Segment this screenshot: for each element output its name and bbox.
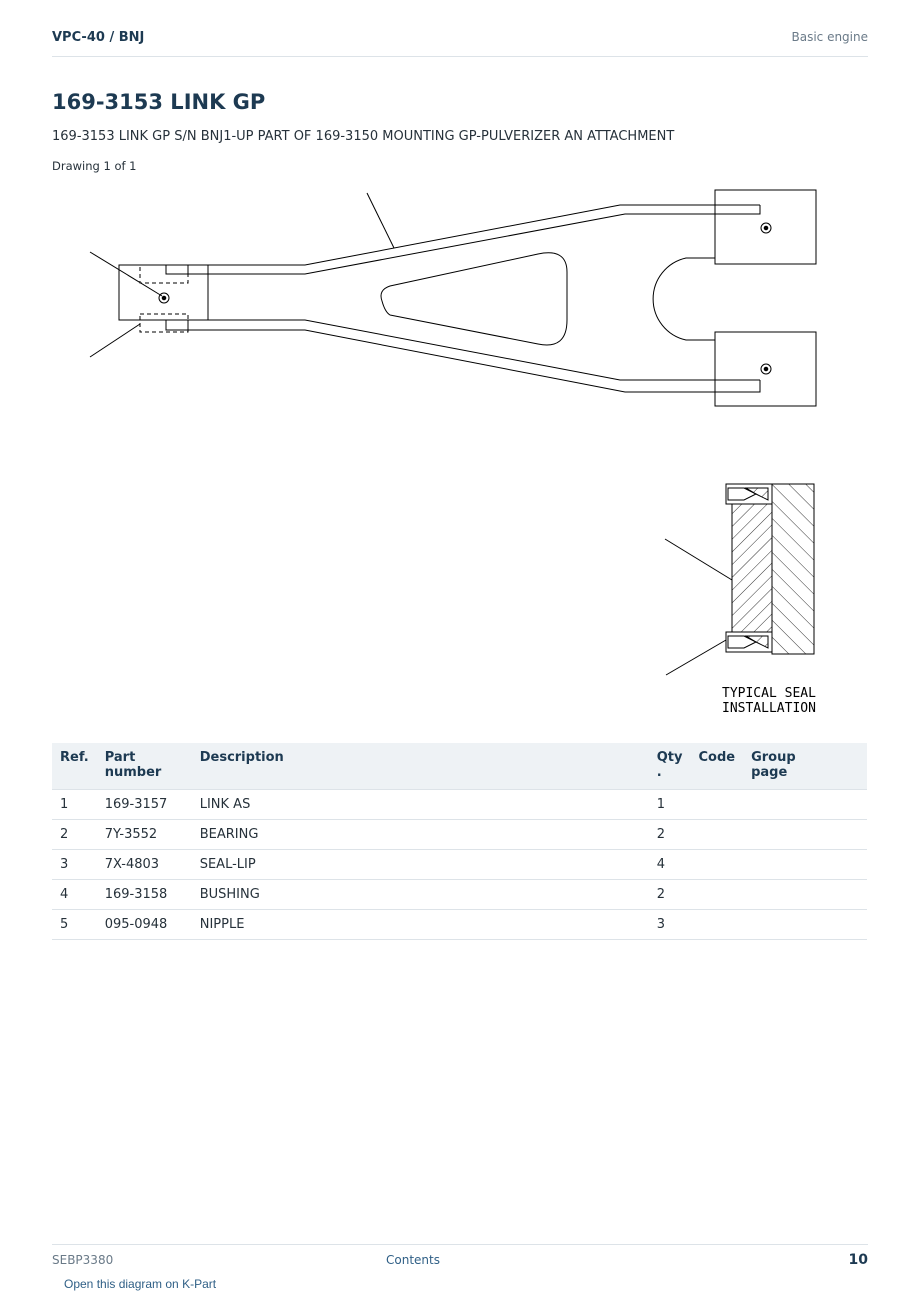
seal-caption-line1: TYPICAL SEAL [722,686,816,701]
cell-group-page [743,790,867,820]
page-footer [52,1244,868,1271]
seal-installation-drawing [665,484,814,675]
model-serial-label: VPC-40 / BNJ [52,30,145,45]
parts-diagram [60,180,850,720]
cell-group-page [743,850,867,880]
col-header-group-page-line2: page [751,765,788,780]
cell-part-number: 095-0948 [97,910,192,940]
cell-code [690,850,743,880]
cell-description: NIPPLE [192,910,649,940]
parts-table [52,743,867,940]
page-title: 169-3153 LINK GP [52,90,266,114]
cell-part-number: 7X-4803 [97,850,192,880]
cell-code [690,820,743,850]
cell-group-page [743,910,867,940]
cell-ref: 1 [52,790,97,820]
col-header-description: Description [192,743,649,790]
col-header-part-number: Part number [97,743,192,790]
cell-description: SEAL-LIP [192,850,649,880]
col-header-ref: Ref. [52,743,97,790]
cell-qty: 1 [649,790,691,820]
cell-ref: 2 [52,820,97,850]
col-header-code: Code [690,743,743,790]
table-row [52,880,867,910]
page-number: 10 [848,1252,868,1268]
cell-group-page [743,820,867,850]
cell-qty: 2 [649,880,691,910]
cell-part-number: 7Y-3552 [97,820,192,850]
cell-qty: 2 [649,820,691,850]
cell-description: LINK AS [192,790,649,820]
drawing-count: Drawing 1 of 1 [52,159,137,173]
document-number: SEBP3380 [52,1253,114,1267]
table-row [52,910,867,940]
col-header-qty-line1: Qty [656,750,683,765]
contents-link[interactable]: Contents [386,1253,440,1267]
cell-description: BEARING [192,820,649,850]
cell-group-page [743,880,867,910]
col-header-group-page-line1: Group [751,750,796,765]
cell-part-number: 169-3158 [97,880,192,910]
cell-code [690,790,743,820]
cell-ref: 4 [52,880,97,910]
table-row [52,790,867,820]
col-header-qty [649,743,691,790]
cell-qty: 3 [649,910,691,940]
cell-ref: 5 [52,910,97,940]
col-header-qty-line2: . [656,765,662,780]
seal-caption-line2: INSTALLATION [722,701,816,716]
section-label: Basic engine [791,30,868,44]
link-assembly-drawing [90,190,816,406]
parts-table-header-row [52,743,867,790]
cell-code [690,910,743,940]
cell-description: BUSHING [192,880,649,910]
cell-code [690,880,743,910]
page-header [52,28,868,57]
cell-qty: 4 [649,850,691,880]
cell-ref: 3 [52,850,97,880]
table-row [52,820,867,850]
col-header-group-page [743,743,867,790]
table-row [52,850,867,880]
cell-part-number: 169-3157 [97,790,192,820]
page-subtitle: 169-3153 LINK GP S/N BNJ1-UP PART OF 169-3150 MOUNTING GP-PULVERIZER AN ATTACHMENT [52,129,675,144]
open-in-kpart-link[interactable]: Open this diagram on K-Part [64,1277,217,1291]
